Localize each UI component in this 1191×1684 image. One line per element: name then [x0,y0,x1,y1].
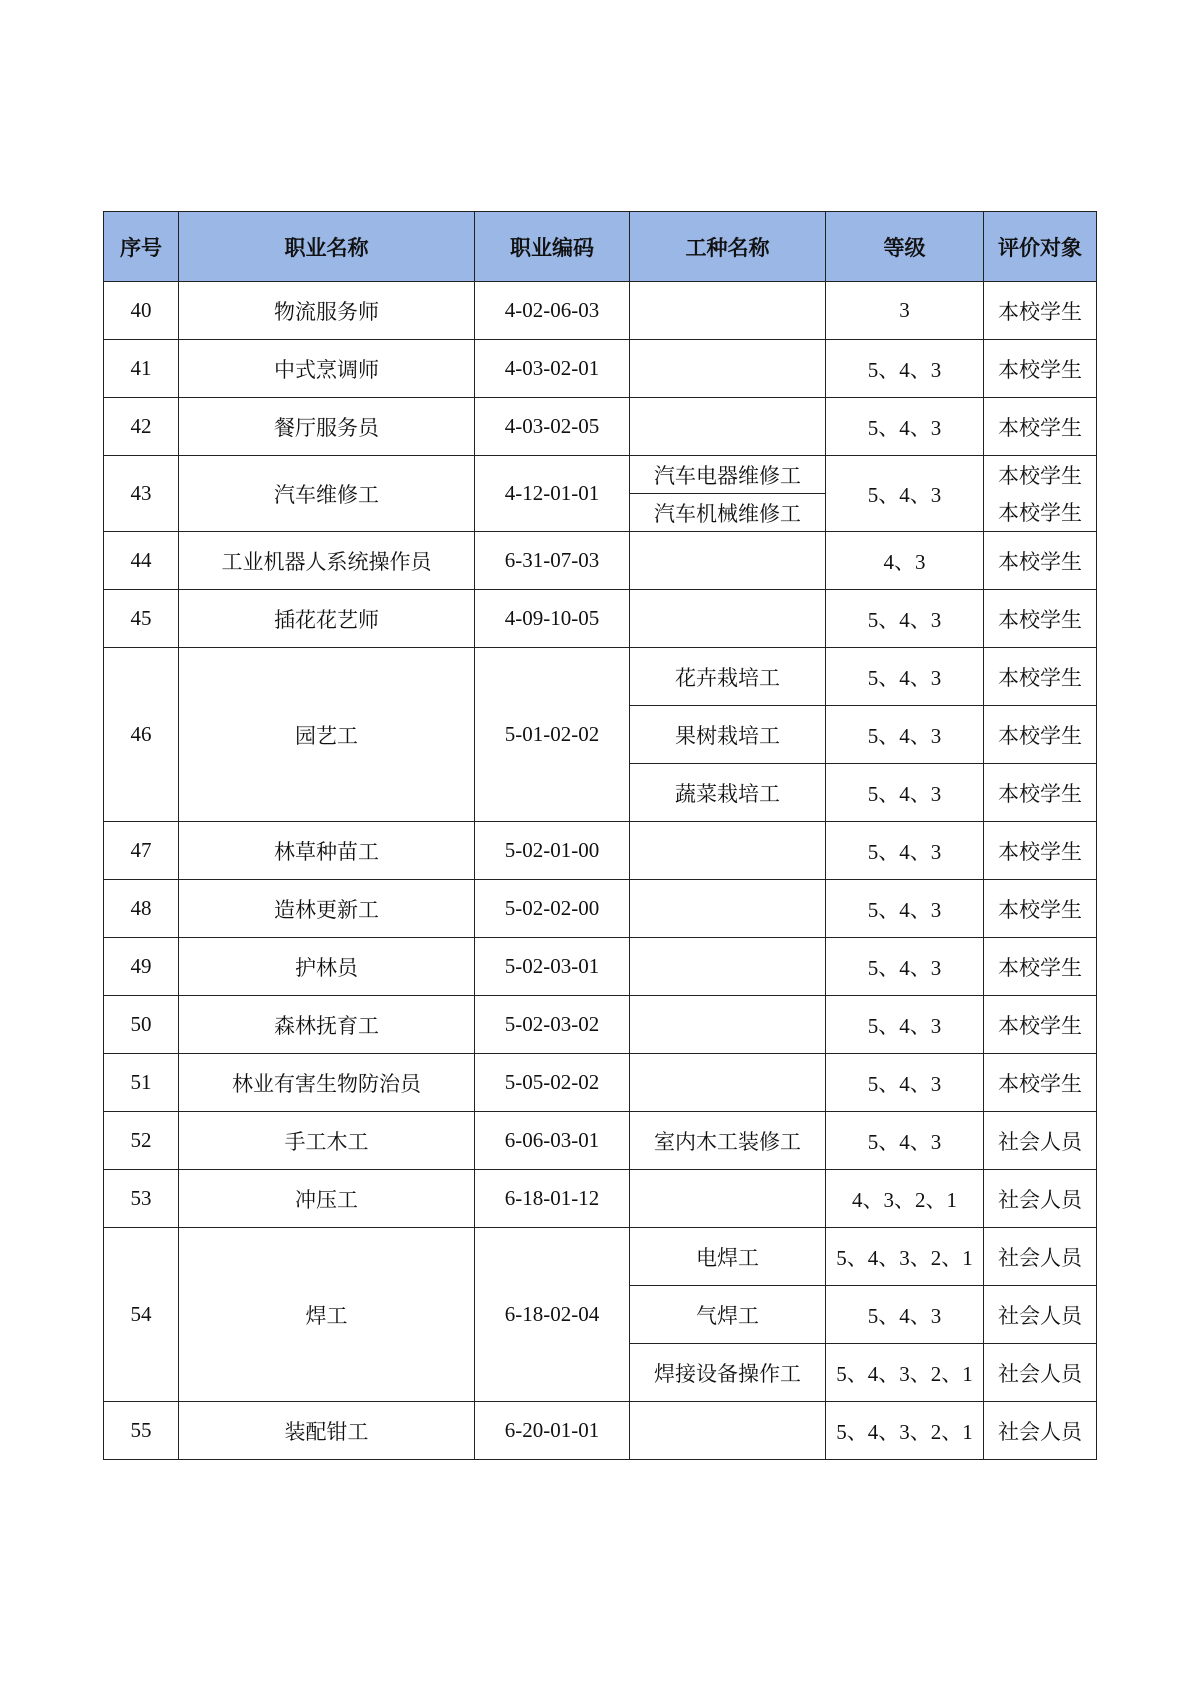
table-row [104,532,1097,590]
table-row [104,590,1097,648]
occupation-cell: 工业机器人系统操作员 [179,532,475,590]
seq-cell: 43 [104,456,179,532]
seq-cell: 41 [104,340,179,398]
table-row [104,880,1097,938]
trade-cell [630,398,826,456]
table-row [104,456,1097,494]
table-row [104,282,1097,340]
table-row [104,996,1097,1054]
code-cell: 6-18-02-04 [475,1228,630,1402]
occupation-cell: 中式烹调师 [179,340,475,398]
seq-cell: 42 [104,398,179,456]
target-cell: 本校学生 [984,996,1097,1054]
table-row [104,1170,1097,1228]
table-row [104,822,1097,880]
seq-cell: 50 [104,996,179,1054]
code-cell: 6-20-01-01 [475,1402,630,1460]
table-row [104,648,1097,706]
level-cell: 5、4、3 [826,1054,984,1112]
occupation-cell: 物流服务师 [179,282,475,340]
level-cell: 5、4、3 [826,822,984,880]
occupation-cell: 造林更新工 [179,880,475,938]
trade-cell [630,938,826,996]
trade-cell: 花卉栽培工 [630,648,826,706]
code-cell: 5-05-02-02 [475,1054,630,1112]
seq-cell: 40 [104,282,179,340]
seq-cell: 45 [104,590,179,648]
seq-cell: 44 [104,532,179,590]
trade-cell [630,996,826,1054]
trade-cell: 汽车电器维修工 [630,456,826,494]
trade-cell [630,1170,826,1228]
trade-cell: 气焊工 [630,1286,826,1344]
table-row [104,340,1097,398]
target-cell: 本校学生 [984,590,1097,648]
trade-cell: 蔬菜栽培工 [630,764,826,822]
target-cell: 本校学生 [984,1054,1097,1112]
level-cell: 5、4、3 [826,456,984,532]
trade-cell [630,1054,826,1112]
target-cell: 本校学生 [984,398,1097,456]
level-cell: 5、4、3、2、1 [826,1344,984,1402]
seq-cell: 47 [104,822,179,880]
code-cell: 5-02-01-00 [475,822,630,880]
level-cell: 5、4、3 [826,1286,984,1344]
seq-cell: 46 [104,648,179,822]
trade-cell: 电焊工 [630,1228,826,1286]
level-cell: 4、3、2、1 [826,1170,984,1228]
code-cell: 5-02-02-00 [475,880,630,938]
code-cell: 6-31-07-03 [475,532,630,590]
trade-cell [630,822,826,880]
level-cell: 5、4、3、2、1 [826,1402,984,1460]
occupation-cell: 护林员 [179,938,475,996]
target-cell: 社会人员 [984,1112,1097,1170]
header-trade: 工种名称 [630,212,826,282]
trade-cell [630,590,826,648]
level-cell: 5、4、3 [826,590,984,648]
header-code: 职业编码 [475,212,630,282]
level-cell: 5、4、3 [826,1112,984,1170]
target-cell: 社会人员 [984,1402,1097,1460]
trade-cell: 果树栽培工 [630,706,826,764]
occupation-cell: 手工木工 [179,1112,475,1170]
target-cell: 本校学生 [984,494,1097,532]
table-row [104,1402,1097,1460]
level-cell: 5、4、3 [826,648,984,706]
seq-cell: 55 [104,1402,179,1460]
code-cell: 4-02-06-03 [475,282,630,340]
target-cell: 社会人员 [984,1344,1097,1402]
trade-cell: 室内木工装修工 [630,1112,826,1170]
target-cell: 社会人员 [984,1228,1097,1286]
code-cell: 4-03-02-01 [475,340,630,398]
trade-cell: 汽车机械维修工 [630,494,826,532]
level-cell: 3 [826,282,984,340]
level-cell: 5、4、3 [826,938,984,996]
occupation-cell: 林草种苗工 [179,822,475,880]
target-cell: 本校学生 [984,648,1097,706]
header-target: 评价对象 [984,212,1097,282]
occupation-cell: 冲压工 [179,1170,475,1228]
table-row [104,1054,1097,1112]
code-cell: 5-01-02-02 [475,648,630,822]
seq-cell: 48 [104,880,179,938]
code-cell: 6-06-03-01 [475,1112,630,1170]
occupation-cell: 林业有害生物防治员 [179,1054,475,1112]
target-cell: 社会人员 [984,1170,1097,1228]
seq-cell: 49 [104,938,179,996]
seq-cell: 54 [104,1228,179,1402]
seq-cell: 53 [104,1170,179,1228]
table-row [104,1228,1097,1286]
header-seq: 序号 [104,212,179,282]
target-cell: 本校学生 [984,532,1097,590]
trade-cell [630,880,826,938]
level-cell: 5、4、3 [826,340,984,398]
target-cell: 本校学生 [984,880,1097,938]
level-cell: 4、3 [826,532,984,590]
occupation-cell: 焊工 [179,1228,475,1402]
occupation-cell: 餐厅服务员 [179,398,475,456]
table-row [104,1112,1097,1170]
level-cell: 5、4、3 [826,398,984,456]
occupation-cell: 森林抚育工 [179,996,475,1054]
seq-cell: 52 [104,1112,179,1170]
code-cell: 5-02-03-02 [475,996,630,1054]
level-cell: 5、4、3 [826,706,984,764]
trade-cell [630,282,826,340]
target-cell: 本校学生 [984,938,1097,996]
target-cell: 本校学生 [984,706,1097,764]
target-cell: 本校学生 [984,764,1097,822]
occupation-cell: 园艺工 [179,648,475,822]
level-cell: 5、4、3 [826,880,984,938]
level-cell: 5、4、3、2、1 [826,1228,984,1286]
trade-cell: 焊接设备操作工 [630,1344,826,1402]
target-cell: 本校学生 [984,456,1097,494]
code-cell: 4-09-10-05 [475,590,630,648]
occupation-cell: 装配钳工 [179,1402,475,1460]
code-cell: 4-03-02-05 [475,398,630,456]
header-occupation: 职业名称 [179,212,475,282]
table-row [104,398,1097,456]
trade-cell [630,532,826,590]
trade-cell [630,340,826,398]
header-row [104,212,1097,282]
level-cell: 5、4、3 [826,764,984,822]
occupation-cell: 汽车维修工 [179,456,475,532]
occupation-table [103,211,1097,1460]
target-cell: 本校学生 [984,340,1097,398]
code-cell: 4-12-01-01 [475,456,630,532]
target-cell: 社会人员 [984,1286,1097,1344]
target-cell: 本校学生 [984,282,1097,340]
code-cell: 6-18-01-12 [475,1170,630,1228]
code-cell: 5-02-03-01 [475,938,630,996]
occupation-cell: 插花花艺师 [179,590,475,648]
target-cell: 本校学生 [984,822,1097,880]
trade-cell [630,1402,826,1460]
level-cell: 5、4、3 [826,996,984,1054]
header-level: 等级 [826,212,984,282]
table-row [104,938,1097,996]
seq-cell: 51 [104,1054,179,1112]
